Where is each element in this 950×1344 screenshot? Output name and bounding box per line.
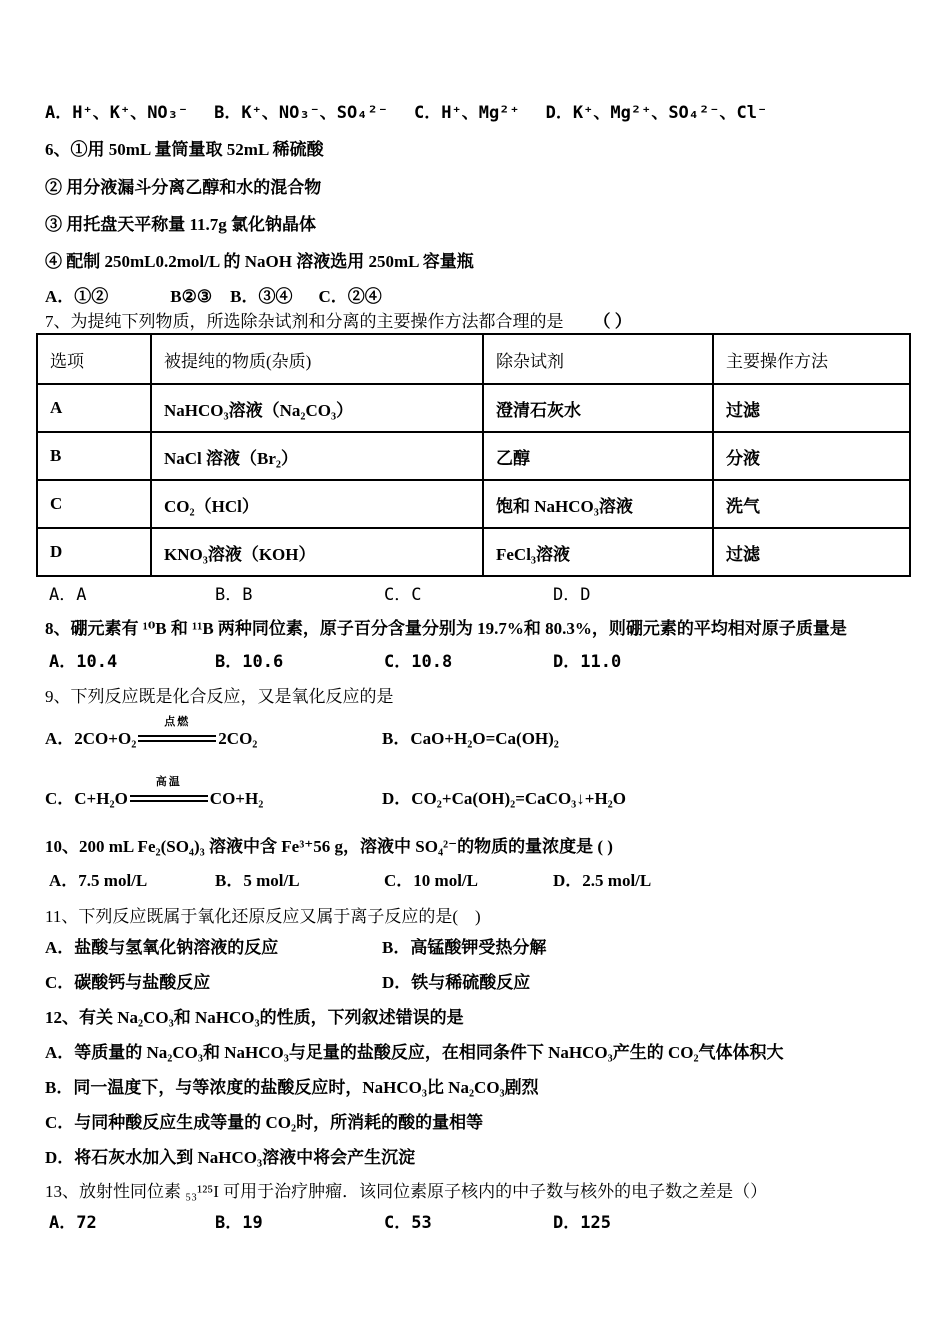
q7-answer-c: C．C xyxy=(384,585,422,605)
q9-equation-c-label: C． xyxy=(45,789,75,808)
table-row-c xyxy=(37,480,910,528)
q11-stem: 11、下列反应既属于氧化还原反应又属于离子反应的是( ) xyxy=(45,907,481,926)
table-row-a xyxy=(37,384,910,432)
reaction-condition xyxy=(130,776,208,806)
q11-options-row-1 xyxy=(45,937,547,959)
table-cell: A xyxy=(37,384,151,432)
table-cell: B xyxy=(37,432,151,480)
q5-option-c-label: C． xyxy=(413,103,442,123)
q6-answers-line xyxy=(45,286,382,308)
table-cell: FeCl₃溶液 xyxy=(483,528,713,576)
q13-option-c: C．53 xyxy=(384,1213,432,1233)
q9-equation-d-label: D． xyxy=(382,789,412,808)
table-cell: 洗气 xyxy=(713,480,910,528)
q5-option-a-text: H⁺、K⁺、NO₃⁻ xyxy=(72,103,189,123)
table-header-reagent: 除杂试剂 xyxy=(483,334,713,384)
q10-option-c: C．10 mol/L xyxy=(384,871,478,890)
q9-equation-a-reactants: 2CO+O₂ xyxy=(74,729,137,748)
q13-option-a: A．72 xyxy=(49,1213,97,1233)
q9-condition-c-text: 高温 xyxy=(155,776,182,788)
double-line xyxy=(130,795,208,802)
q6-step-2: ② 用分液漏斗分离乙醇和水的混合物 xyxy=(45,178,322,197)
table-header-option: 选项 xyxy=(37,334,151,384)
q5-option-d-label: D． xyxy=(545,103,573,123)
q7-answer-bracket: （ ） xyxy=(593,312,632,331)
q9-equation-a-label: A． xyxy=(45,729,75,748)
q5-options-line xyxy=(45,102,767,124)
table-cell: KNO₃溶液（KOH） xyxy=(151,528,483,576)
q12-option-c: C．与同种酸反应生成等量的 CO₂时，所消耗的酸的量相等 xyxy=(45,1113,484,1132)
q12-option-d: D．将石灰水加入到 NaHCO₃溶液中将会产生沉淀 xyxy=(45,1148,416,1167)
q9-equation-b-label: B． xyxy=(382,729,411,748)
table-header-method: 主要操作方法 xyxy=(713,334,910,384)
q9-equation-a xyxy=(45,716,258,748)
q11-option-b: B．高锰酸钾受热分解 xyxy=(382,938,547,957)
q6-answer-b1: B②③ xyxy=(170,287,213,306)
q8-stem: 8、硼元素有 ¹⁰B 和 ¹¹B 两种同位素，原子百分含量分别为 19.7%和 80.3%，则硼元素的平均相对原子质量是 xyxy=(45,619,847,638)
q7-answer-d: D．D xyxy=(553,585,591,605)
q5-option-b xyxy=(214,103,388,123)
q5-option-b-text: K⁺、NO₃⁻、SO₄²⁻ xyxy=(241,103,388,123)
table-row-d xyxy=(37,528,910,576)
q6-step-1: 6、①用 50mL 量筒量取 52mL 稀硫酸 xyxy=(45,140,324,159)
q6-answer-a: A．①② xyxy=(45,287,109,306)
q10-option-d: D．2.5 mol/L xyxy=(553,871,652,890)
q5-option-d-text: K⁺、Mg²⁺、SO₄²⁻、Cl⁻ xyxy=(572,103,768,123)
q7-stem-line xyxy=(45,311,632,333)
table-header-substance: 被提纯的物质(杂质) xyxy=(151,334,483,384)
table-cell: NaHCO₃溶液（Na₂CO₃） xyxy=(151,384,483,432)
table-cell: 分液 xyxy=(713,432,910,480)
q12-stem: 12、有关 Na₂CO₃和 NaHCO₃的性质，下列叙述错误的是 xyxy=(45,1008,464,1027)
q13-stem: 13、放射性同位素 ₅₃¹²⁵I 可用于治疗肿瘤．该同位素原子核内的中子数与核外的电子数之差是（） xyxy=(45,1182,768,1201)
q12-option-b: B．同一温度下，与等浓度的盐酸反应时，NaHCO₃比 Na₂CO₃剧烈 xyxy=(45,1078,539,1097)
q11-options-row-2 xyxy=(45,972,531,994)
q13-option-d: D．125 xyxy=(553,1213,611,1233)
table-row-b xyxy=(37,432,910,480)
q7-answer-b: B．B xyxy=(215,585,253,605)
q9-equation-d xyxy=(382,788,626,810)
table-cell: 饱和 NaHCO₃溶液 xyxy=(483,480,713,528)
q9-equations-row-2 xyxy=(45,776,626,810)
q6-answer-c: C．②④ xyxy=(318,287,382,306)
q10-option-b: B．5 mol/L xyxy=(215,871,300,890)
q9-equation-c xyxy=(45,776,264,808)
table-cell: NaCl 溶液（Br₂） xyxy=(151,432,483,480)
q11-option-d: D．铁与稀硫酸反应 xyxy=(382,973,531,992)
q5-option-c-text: H⁺、Mg²⁺ xyxy=(441,103,520,123)
q7-answer-a: A．A xyxy=(49,585,87,605)
table-cell: 乙醇 xyxy=(483,432,713,480)
q5-option-a-label: A． xyxy=(45,103,73,123)
table-header-row xyxy=(37,334,910,384)
q12-option-a: A．等质量的 Na₂CO₃和 NaHCO₃与足量的盐酸反应，在相同条件下 NaHCO₃产生的 CO₂气体体积大 xyxy=(45,1043,784,1062)
q7-purification-table xyxy=(36,333,911,577)
q8-option-c: C．10.8 xyxy=(384,652,453,672)
q11-option-a: A．盐酸与氢氧化钠溶液的反应 xyxy=(45,938,279,957)
q11-option-c: C．碳酸钙与盐酸反应 xyxy=(45,973,211,992)
q9-equation-b xyxy=(382,728,559,750)
q6-step-4: ④ 配制 250mL0.2mol/L 的 NaOH 溶液选用 250mL 容量瓶 xyxy=(45,252,474,271)
q10-stem: 10、200 mL Fe₂(SO₄)₃ 溶液中含 Fe³⁺56 g，溶液中 SO₄²⁻的物质的量浓度是 ( ) xyxy=(45,837,613,856)
reaction-condition xyxy=(138,716,216,746)
q5-option-b-label: B． xyxy=(214,103,242,123)
q9-equation-c-products: CO+H₂ xyxy=(209,789,264,808)
q6-answer-b2: B．③④ xyxy=(230,287,293,306)
q9-equation-d-text: CO₂+Ca(OH)₂=CaCO₃↓+H₂O xyxy=(411,789,626,808)
q8-option-d: D．11.0 xyxy=(553,652,622,672)
table-cell: CO₂（HCl） xyxy=(151,480,483,528)
q5-option-a xyxy=(45,103,188,123)
table-cell: 过滤 xyxy=(713,384,910,432)
q8-option-b: B．10.6 xyxy=(215,652,284,672)
table-cell: 澄清石灰水 xyxy=(483,384,713,432)
q8-option-a: A．10.4 xyxy=(49,652,118,672)
q10-option-a: A．7.5 mol/L xyxy=(49,871,148,890)
table-cell: 过滤 xyxy=(713,528,910,576)
double-line xyxy=(138,735,216,742)
table-cell: D xyxy=(37,528,151,576)
q9-equation-c-reactants: C+H₂O xyxy=(74,789,128,808)
q9-equation-b-text: CaO+H₂O=Ca(OH)₂ xyxy=(410,729,559,748)
q5-option-c xyxy=(414,103,520,123)
table-cell: C xyxy=(37,480,151,528)
q9-equation-a-products: 2CO₂ xyxy=(218,729,258,748)
q5-option-d xyxy=(546,103,768,123)
q9-stem: 9、下列反应既是化合反应，又是氧化反应的是 xyxy=(45,687,394,706)
q13-option-b: B．19 xyxy=(215,1213,263,1233)
q6-step-3: ③ 用托盘天平称量 11.7g 氯化钠晶体 xyxy=(45,215,317,234)
q9-equations-row-1 xyxy=(45,716,559,750)
q9-condition-a-text: 点燃 xyxy=(164,716,191,728)
q7-stem: 7、为提纯下列物质，所选除杂试剂和分离的主要操作方法都合理的是 xyxy=(45,312,564,331)
